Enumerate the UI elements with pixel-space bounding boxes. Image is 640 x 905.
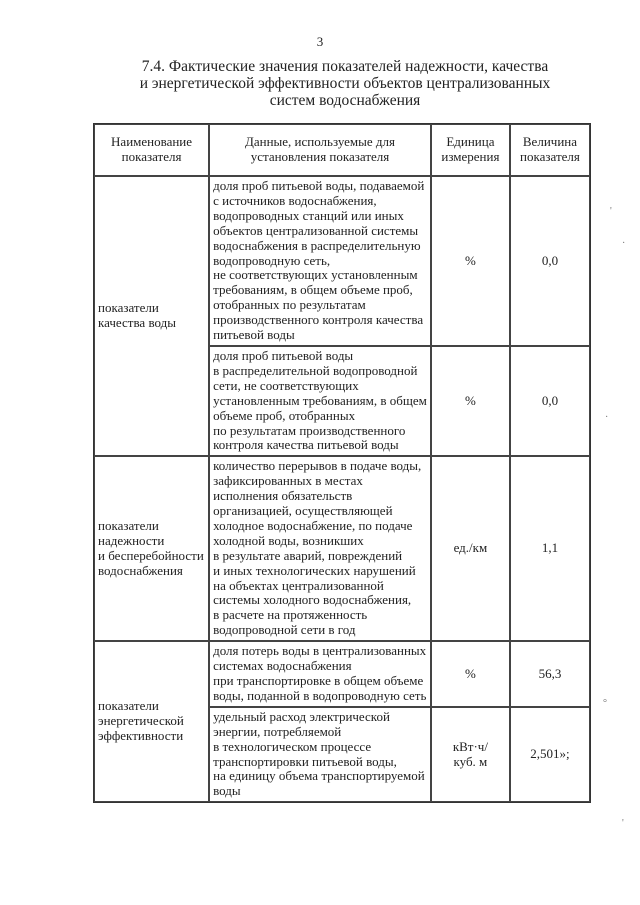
indicator-value: 56,3 <box>510 641 590 707</box>
group-name-quality: показатели качества воды <box>94 176 209 456</box>
heading-line: систем водоснабжения <box>269 92 421 109</box>
indicator-description: доля проб питьевой воды в распределительной водопроводной сети, не соответствующих установленным требованиям, в общем объеме проб, отобранных по результатам производственного контроля качества питьевой воды <box>209 346 431 456</box>
table-header-row <box>94 124 590 176</box>
page-number: 3 <box>316 34 324 49</box>
heading-line: 7.4. Фактические значения показателей надежности, качества <box>141 58 549 75</box>
header-unit: Единица измерения <box>431 124 510 176</box>
header-name: Наименование показателя <box>94 124 209 176</box>
scan-speck: · <box>605 412 609 423</box>
group-name-energy-efficiency: показатели энергетической эффективности <box>94 641 209 802</box>
header-data: Данные, используемые для установления показателя <box>209 124 431 176</box>
indicator-description: доля потерь воды в централизованных системах водоснабжения при транспортировке в общем объеме воды, поданной в водопроводную сеть <box>209 641 431 707</box>
indicator-unit: ед./км <box>431 456 510 641</box>
indicator-unit: % <box>431 641 510 707</box>
table-row <box>94 176 590 346</box>
indicator-description: количество перерывов в подаче воды, зафиксированных в местах исполнения обязательств организацией, осуществляющей холодное водоснабжение, по подаче холодной воды, возникших в результате аварий, повреждений и иных технологических нарушений на объектах централизованной системы холодного водоснабжения, в расчете на протяженность водопроводной сети в год <box>209 456 431 641</box>
indicator-unit: кВт·ч/ куб. м <box>431 707 510 802</box>
header-value: Величина показателя <box>510 124 590 176</box>
group-name-reliability: показатели надежности и бесперебойности водоснабжения <box>94 456 209 641</box>
indicator-description: удельный расход электрической энергии, потребляемой в технологическом процессе транспортировки питьевой воды, на единицу объема транспортируемой воды <box>209 707 431 802</box>
indicator-value: 0,0 <box>510 346 590 456</box>
scan-speck: ° <box>603 698 607 709</box>
indicator-unit: % <box>431 176 510 346</box>
indicator-value: 0,0 <box>510 176 590 346</box>
scan-speck: ' <box>610 206 612 217</box>
indicator-unit: % <box>431 346 510 456</box>
indicators-table <box>93 123 591 803</box>
section-heading <box>110 58 580 109</box>
indicator-description: доля проб питьевой воды, подаваемой с источников водоснабжения, водопроводных станций или иных объектов централизованной системы водоснабжения в распределительную водопроводную сеть, не соответствующих установленным требованиям, в общем объеме проб, отобранных по результатам производственного контроля качества питьевой воды <box>209 176 431 346</box>
indicator-value: 2,501»; <box>510 707 590 802</box>
scan-speck: · <box>622 238 626 249</box>
table-row <box>94 641 590 707</box>
indicator-value: 1,1 <box>510 456 590 641</box>
heading-line: и энергетической эффективности объектов централизованных <box>139 75 551 92</box>
scan-speck: ' <box>622 818 624 829</box>
table-row <box>94 456 590 641</box>
